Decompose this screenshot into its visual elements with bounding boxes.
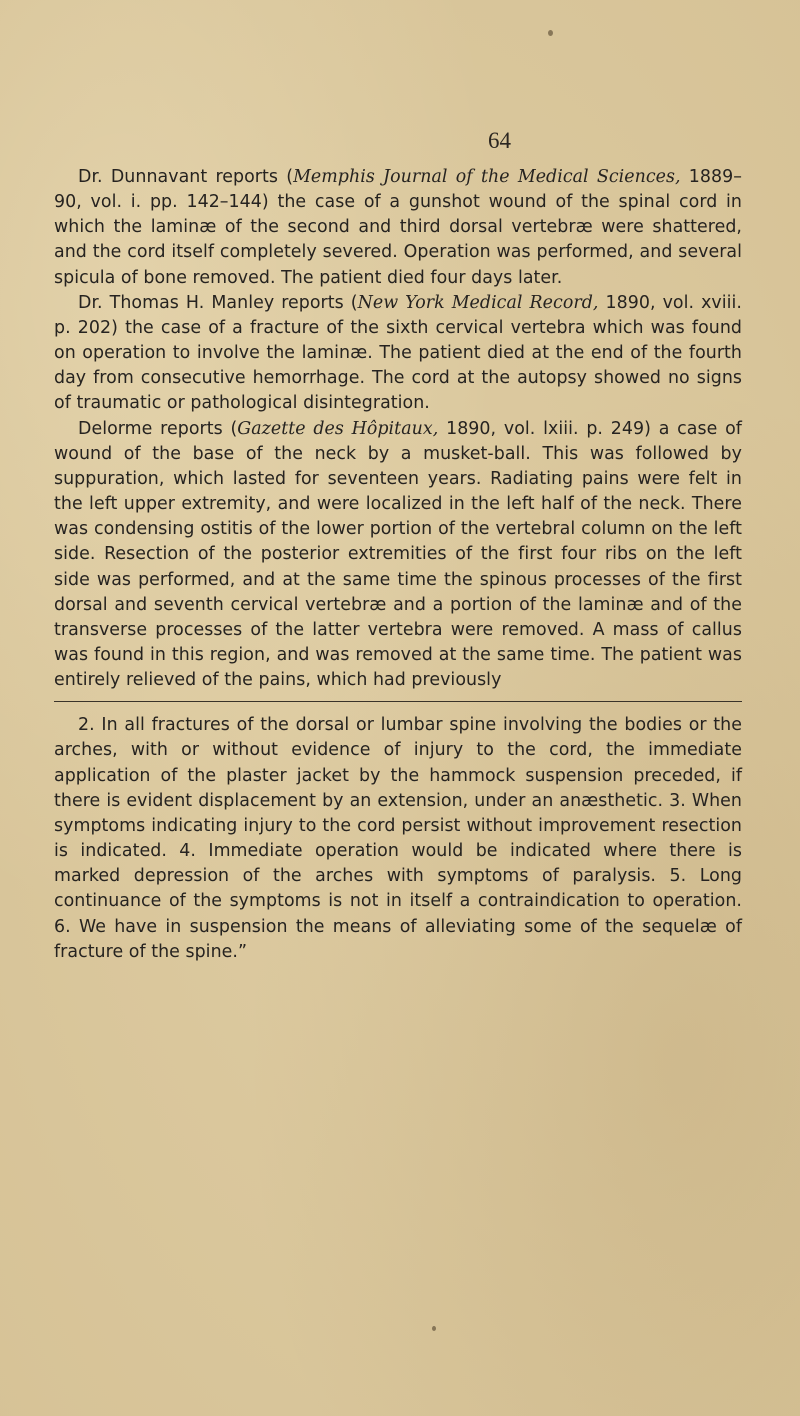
paragraph-dunnavant bbox=[54, 165, 742, 291]
journal-citation: New York Medical Record, bbox=[357, 292, 599, 313]
page-number: 64 bbox=[488, 128, 511, 153]
paragraph-body: 1890, vol. lxiii. p. 249) a case of wound of the base of the neck by a musket-ball. This was followed by suppuration, which lasted for seventeen years. Radiating pains were felt in the left upper extremity, and were localized in the left half of the neck. There was condensing ostitis of the lower portion of the vertebral column on the left side. Resection of the posterior extremities of the first four ribs on the left side was performed, and at the same time the spinous processes of the first dorsal and seventh cervical vertebræ and a portion of the laminæ and of the transverse processes of the latter vertebra were removed. A mass of callus was found in this region, and was removed at the same time. The patient was entirely relieved of the pains, which had previously bbox=[54, 418, 742, 691]
paragraph-lead: Dr. Thomas H. Manley reports ( bbox=[78, 292, 358, 313]
journal-citation: Memphis Journal of the Medical Sciences, bbox=[293, 167, 681, 187]
footnote-divider bbox=[54, 701, 742, 702]
paragraph-lead: Dr. Dunnavant reports ( bbox=[78, 167, 294, 187]
paper-speck bbox=[548, 30, 553, 36]
paragraph-delorme bbox=[54, 417, 742, 694]
paragraph-body: 1890, vol. xviii. p. 202) the case of a fracture of the sixth cervical vertebra which was found on operation to involve the laminæ. The patient died at the end of the fourth day from consecutive hemorrhage. The cord at the autopsy showed no signs of traumatic or pathological disintegration. bbox=[54, 292, 742, 414]
paragraph-body: 1889–90, vol. i. pp. 142–144) the case of a gunshot wound of the spinal cord in which the laminæ of the second and third dorsal vertebræ were shattered, and the cord itself completely severed. Operation was performed, and several spicula of bone removed. The patient died four days later. bbox=[54, 167, 742, 288]
body-text bbox=[54, 165, 742, 965]
journal-citation: Gazette des Hôpitaux, bbox=[237, 418, 439, 439]
paper-speck bbox=[432, 1326, 436, 1331]
paragraph-manley bbox=[54, 291, 742, 417]
paragraph-lead: Delorme reports ( bbox=[78, 418, 238, 439]
footnote-text: 2. In all fractures of the dorsal or lumbar spine involving the bodies or the arches, with or without evidence of injury to the cord, the immediate application of the plaster jacket by the hammock suspension preceded, if there is evident displacement by an extension, under an anæsthetic. 3. When symptoms indicating injury to the cord persist without improvement resection is indicated. 4. Immediate operation would be indicated where there is marked depression of the arches with symptoms of paralysis. 5. Long continuance of the symptoms is not in itself a contraindication to operation. 6. We have in suspension the means of alleviating some of the sequelæ of fracture of the spine.” bbox=[54, 715, 742, 962]
